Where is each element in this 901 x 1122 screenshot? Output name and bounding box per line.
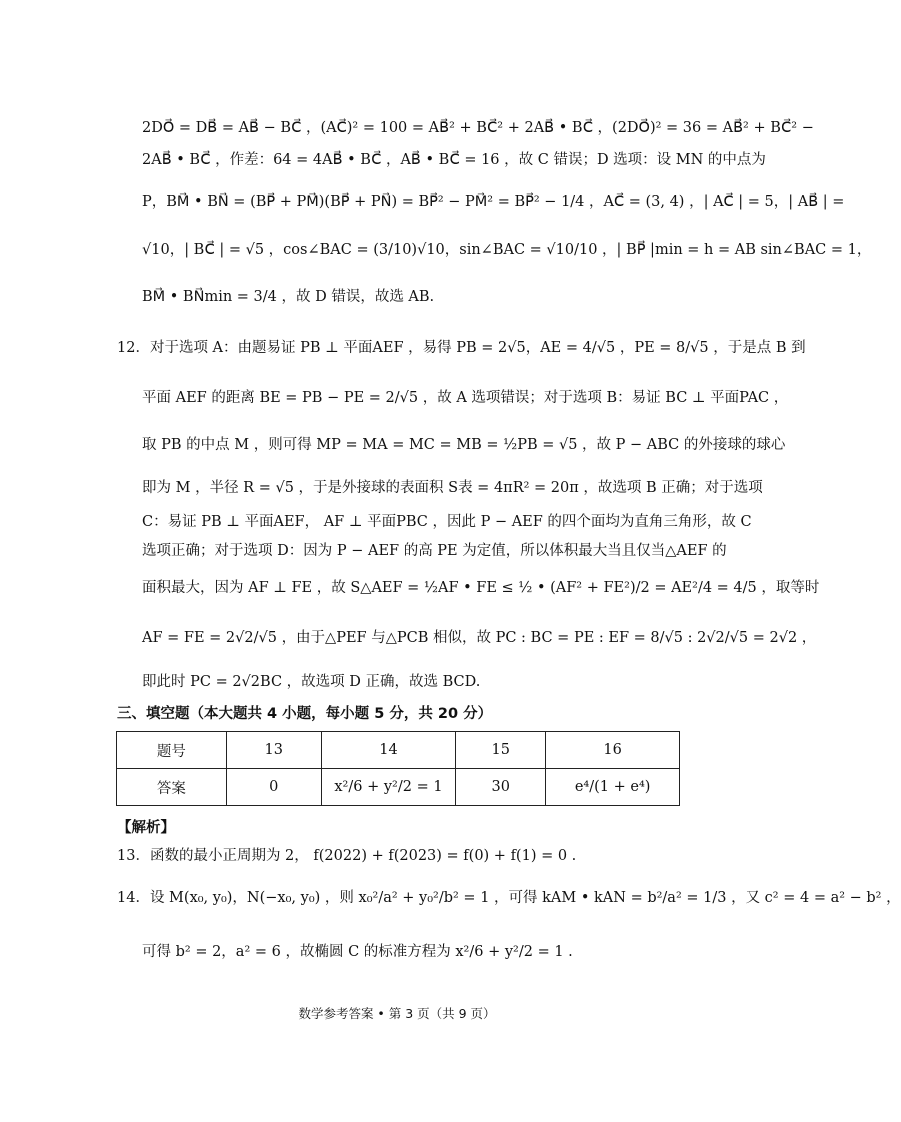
text-line: 可得 b² = 2，a² = 6 ，故椭圆 C 的标准方程为 x²/6 + y²/2 = 1 . <box>142 944 573 960</box>
table-cell: 0 <box>226 769 321 806</box>
analysis-heading: 【解析】 <box>117 820 175 836</box>
text-line: 面积最大，因为 AF ⊥ FE ，故 S△AEF = ½AF • FE ≤ ½ • (AF² + FE²)/2 = AE²/4 = 4/5 ，取等时 <box>142 580 820 596</box>
table-cell: e⁴/(1 + e⁴) <box>546 769 680 806</box>
text-line: 选项正确；对于选项 D：因为 P − AEF 的高 PE 为定值，所以体积最大当且仅当△AEF 的 <box>142 543 727 559</box>
table-cell: 14 <box>321 732 456 769</box>
table-cell: 答案 <box>117 769 227 806</box>
text-line: 即为 M ，半径 R = √5 ，于是外接球的表面积 S表 = 4πR² = 20π ，故选项 B 正确；对于选项 <box>142 480 763 496</box>
text-line: 即此时 PC = 2√2BC ，故选项 D 正确，故选 BCD. <box>142 674 481 690</box>
table-cell: 15 <box>456 732 546 769</box>
text-line: AF = FE = 2√2/√5 ，由于△PEF 与△PCB 相似，故 PC : BC = PE : EF = 8/√5 : 2√2/√5 = 2√2 ， <box>142 630 817 646</box>
text-line: 13．函数的最小正周期为 2， f(2022) + f(2023) = f(0) + f(1) = 0 . <box>117 848 577 864</box>
text-line: 2AB⃗ • BC⃗ ，作差：64 = 4AB⃗ • BC⃗ ，AB⃗ • BC⃗ = 16 ，故 C 错误；D 选项：设 MN 的中点为 <box>142 152 766 168</box>
page-footer: 数学参考答案 • 第 3 页（共 9 页） <box>298 1006 496 1021</box>
table-row <box>117 769 680 806</box>
text-line: 12．对于选项 A：由题易证 PB ⊥ 平面AEF ，易得 PB = 2√5，AE = 4/√5 ，PE = 8/√5 ，于是点 B 到 <box>117 340 806 356</box>
answer-table <box>116 731 680 806</box>
text-line: √10，| BC⃗ | = √5 ，cos∠BAC = (3/10)√10，sin∠BAC = √10/10 ，| BP⃗ |min = h = AB sin∠BAC = 1， <box>142 242 872 258</box>
table-cell: 30 <box>456 769 546 806</box>
table-cell: x²/6 + y²/2 = 1 <box>321 769 456 806</box>
table-cell: 16 <box>546 732 680 769</box>
table-cell: 题号 <box>117 732 227 769</box>
text-line: 2DO⃗ = DB⃗ = AB⃗ − BC⃗ ，(AC⃗)² = 100 = AB⃗² + BC⃗² + 2AB⃗ • BC⃗ ，(2DO⃗)² = 36 = AB⃗² + BC⃗² − <box>142 120 814 136</box>
text-line: C：易证 PB ⊥ 平面AEF， AF ⊥ 平面PBC ，因此 P − AEF 的四个面均为直角三角形，故 C <box>142 514 752 530</box>
text-line: P，BM⃗ • BN⃗ = (BP⃗ + PM⃗)(BP⃗ + PN⃗) = BP⃗² − PM⃗² = BP⃗² − 1/4 ，AC⃗ = (3, 4) ，| AC⃗ | = 5，| AB⃗ | = <box>142 194 845 210</box>
table-row <box>117 732 680 769</box>
text-line: 取 PB 的中点 M ，则可得 MP = MA = MC = MB = ½PB = √5 ，故 P − ABC 的外接球的球心 <box>142 437 786 453</box>
table-cell: 13 <box>226 732 321 769</box>
text-line: BM⃗ • BN⃗min = 3/4 ，故 D 错误，故选 AB. <box>142 289 435 305</box>
text-line: 平面 AEF 的距离 BE = PB − PE = 2/√5 ，故 A 选项错误；对于选项 B：易证 BC ⊥ 平面PAC ， <box>142 390 789 406</box>
text-line: 14．设 M(x₀, y₀)，N(−x₀, y₀) ，则 x₀²/a² + y₀²/b² = 1 ，可得 kAM • kAN = b²/a² = 1/3 ，又 c² = 4 = a² − b² ， <box>117 890 901 906</box>
section-heading: 三、填空题（本大题共 4 小题，每小题 5 分，共 20 分） <box>117 706 493 722</box>
